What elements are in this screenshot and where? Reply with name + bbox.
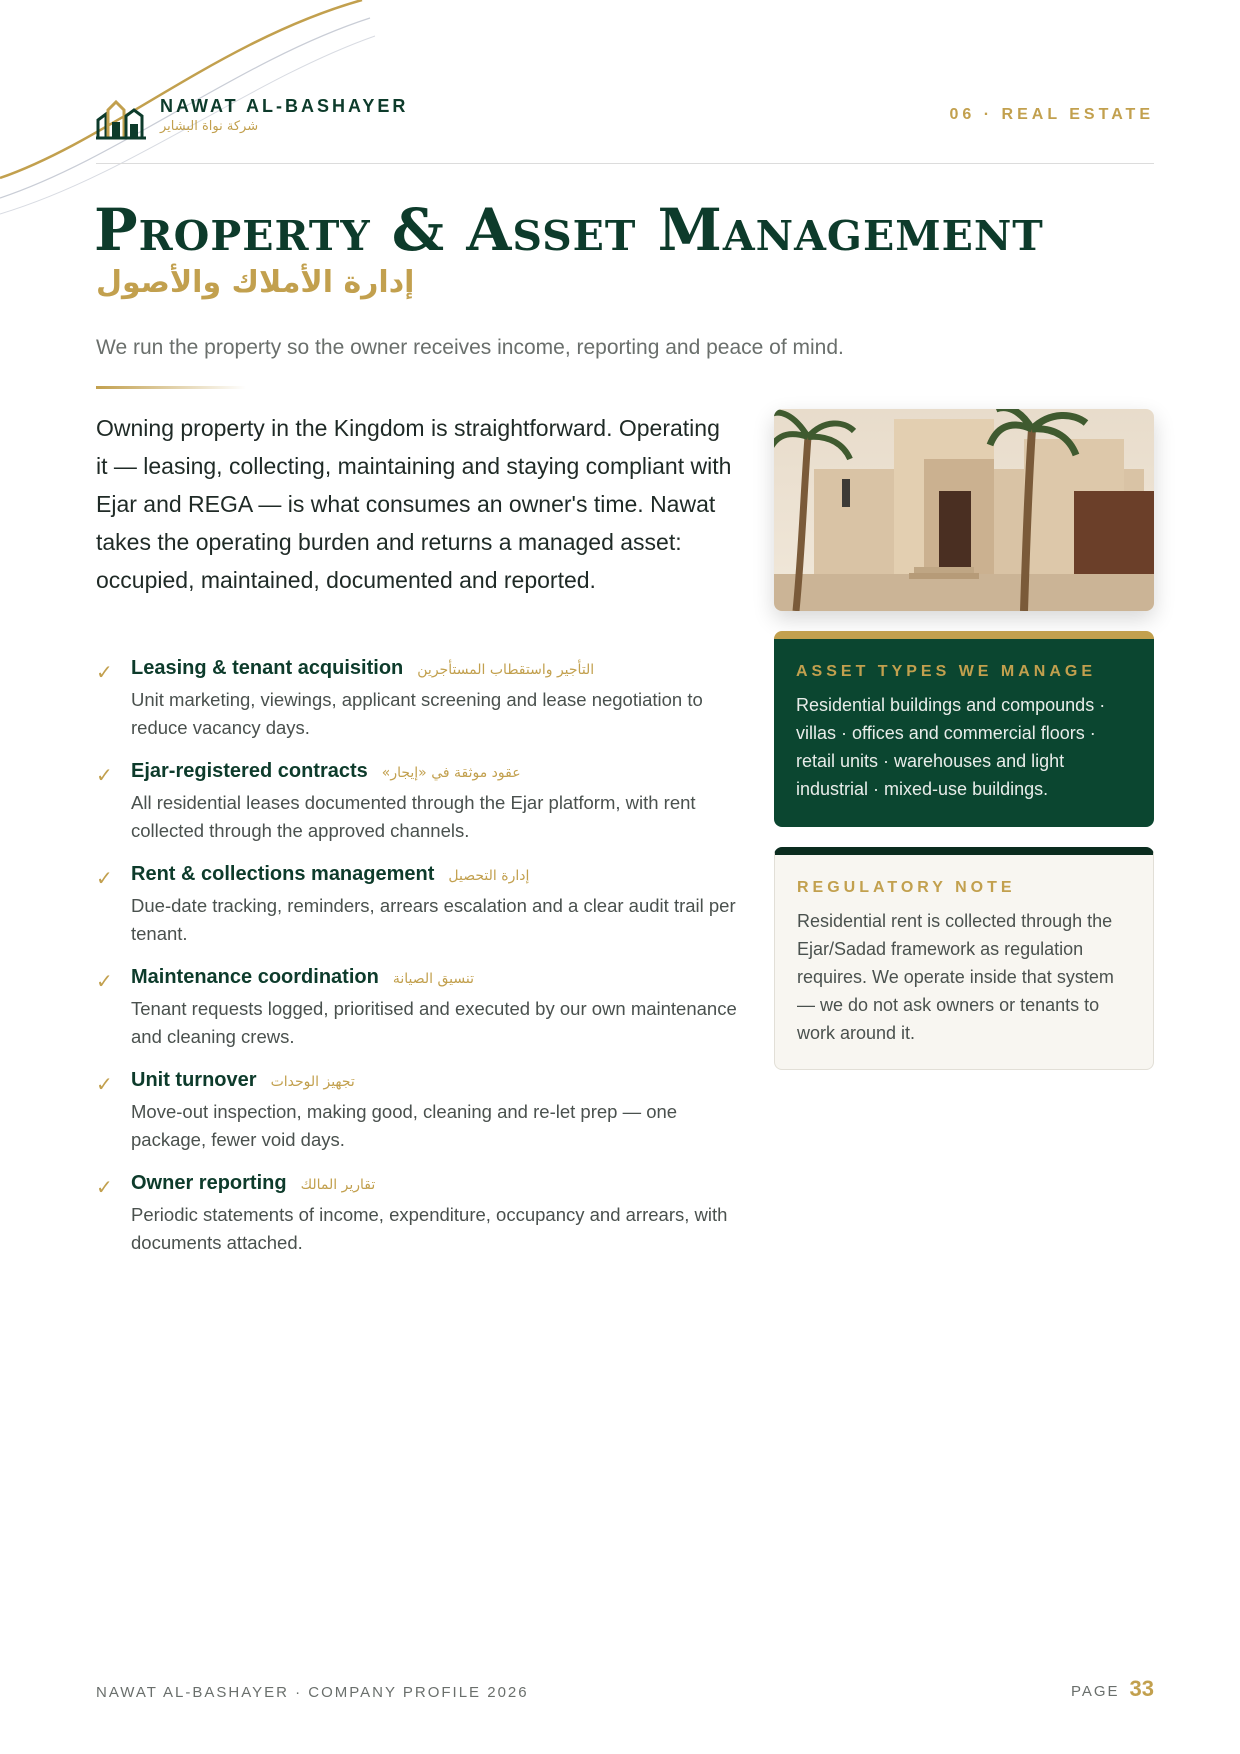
check-icon: ✓ (96, 868, 113, 890)
page-title-arabic: إدارة الأملاك والأصول (96, 265, 415, 300)
service-description: Tenant requests logged, prioritised and executed by our own maintenance and cleaning crews. (131, 998, 737, 1047)
list-item (96, 966, 746, 1069)
asset-types-label: ASSET TYPES WE MANAGE (796, 663, 1097, 680)
brand-name-arabic: شركة نواة البشاير (160, 119, 259, 134)
brand-header (96, 94, 408, 140)
check-icon: ✓ (96, 765, 113, 787)
page-title: Property & Asset Management (94, 196, 1044, 264)
page-number: 33 (1129, 1676, 1154, 1701)
service-description: Due-date tracking, reminders, arrears escalation and a clear audit trail per tenant. (131, 895, 736, 944)
service-description: All residential leases documented through the Ejar platform, with rent collected through the approved channels. (131, 792, 696, 841)
intro-paragraph: Owning property in the Kingdom is straightforward. Operating it — leasing, collecting, maintaining and staying compliant with Ejar and REGA — is what consumes an owner's time. Nawat takes the operating burden and returns a managed asset: occupied, maintained, documented and reported. (96, 415, 732, 593)
service-title-arabic: تنسيق الصيانة (392, 971, 474, 987)
service-title-arabic: تقارير المالك (300, 1177, 376, 1193)
brand-name: NAWAT AL-BASHAYER (160, 96, 409, 116)
service-title: Unit turnover (131, 1069, 257, 1091)
service-title: Ejar-registered contracts (131, 760, 368, 782)
service-description: Unit marketing, viewings, applicant screening and lease negotiation to reduce vacancy days. (131, 689, 703, 738)
page-subtitle: We run the property so the owner receives income, reporting and peace of mind. (96, 336, 844, 359)
property-photo (774, 409, 1154, 611)
service-title: Maintenance coordination (131, 966, 379, 988)
regulatory-note-label: REGULATORY NOTE (797, 879, 1016, 896)
check-icon: ✓ (96, 971, 113, 993)
service-title-arabic: إدارة التحصيل (448, 868, 530, 884)
check-icon: ✓ (96, 662, 113, 684)
footer-company: NAWAT AL-BASHAYER · COMPANY PROFILE 2026 (96, 1684, 529, 1701)
accent-divider (96, 386, 246, 389)
asset-types-card (774, 631, 1154, 827)
service-title-arabic: تجهيز الوحدات (270, 1074, 355, 1090)
service-description: Move-out inspection, making good, cleaning and re-let prep — one package, fewer void days. (131, 1101, 678, 1150)
list-item (96, 863, 746, 966)
service-title: Leasing & tenant acquisition (131, 657, 404, 679)
service-title: Owner reporting (131, 1172, 287, 1194)
building-logo-icon (96, 94, 148, 140)
list-item (96, 1069, 746, 1172)
check-icon: ✓ (96, 1074, 113, 1096)
regulatory-note-card (774, 847, 1154, 1070)
page-number-block (1071, 1676, 1154, 1702)
section-tag: 06 · REAL ESTATE (949, 106, 1154, 123)
service-title-arabic: التأجير واستقطاب المستأجرين (417, 662, 595, 678)
service-title-arabic: عقود موثقة في «إيجار» (381, 765, 521, 781)
list-item (96, 760, 746, 863)
list-item (96, 1172, 746, 1275)
list-item (96, 657, 746, 760)
service-description: Periodic statements of income, expenditure, occupancy and arrears, with documents attached. (131, 1204, 728, 1253)
service-title: Rent & collections management (131, 863, 435, 885)
asset-types-body: Residential buildings and compounds · villas · offices and commercial floors · retail units · warehouses and light industrial · mixed-use buildings. (796, 695, 1106, 799)
check-icon: ✓ (96, 1177, 113, 1199)
regulatory-note-body: Residential rent is collected through the Ejar/Sadad framework as regulation requires. We operate inside that system — we do not ask owners or tenants to work around it. (797, 911, 1114, 1043)
page-label: PAGE (1070, 1683, 1120, 1700)
services-list (96, 657, 746, 1275)
header-divider (96, 163, 1154, 164)
